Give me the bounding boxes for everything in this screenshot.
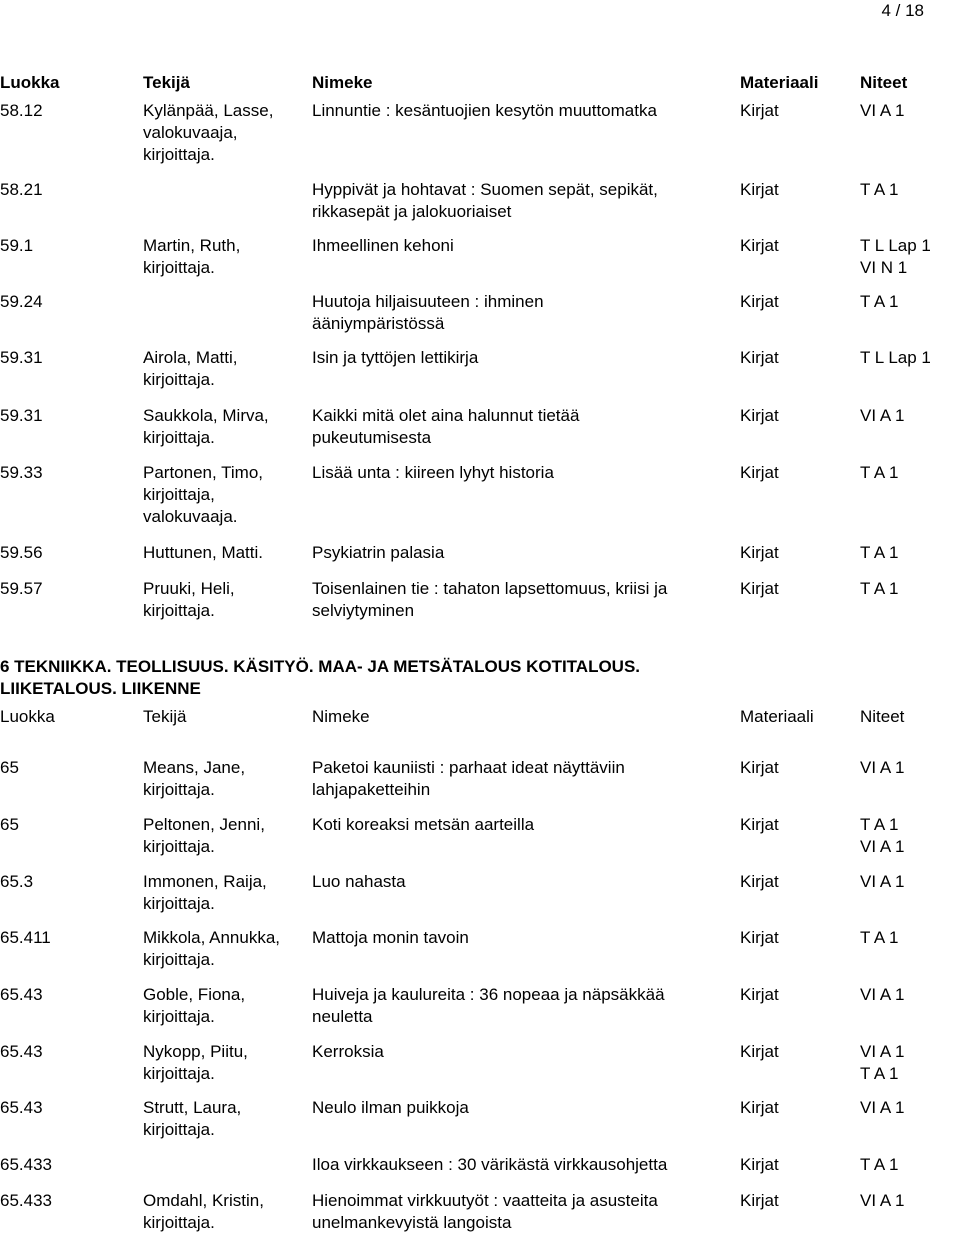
cell-materiaali: Kirjat [740, 928, 779, 947]
cell-niteet: VI A 1 [860, 1098, 905, 1117]
cell-luokka: 59.57 [0, 579, 43, 598]
cell-materiaali: Kirjat [740, 348, 779, 367]
header-luokka: Luokka [0, 707, 55, 726]
cell-luokka: 65.43 [0, 1042, 43, 1061]
section-title: 6 TEKNIIKKA. TEOLLISUUS. KÄSITYÖ. MAA- JA METSÄTALOUS KOTITALOUS. LIIKETALOUS. LIIKENNE [0, 657, 641, 698]
cell-niteet: T A 1 VI A 1 [860, 815, 905, 856]
header-materiaali: Materiaali [740, 707, 814, 726]
cell-nimeke: Kaikki mitä olet aina halunnut tietää pukeutumisesta [312, 406, 580, 447]
cell-niteet: T A 1 [860, 1155, 899, 1174]
cell-niteet: VI A 1 [860, 758, 905, 777]
cell-materiaali: Kirjat [740, 236, 779, 255]
cell-luokka: 65.411 [0, 928, 51, 947]
cell-nimeke: Neulo ilman puikkoja [312, 1098, 469, 1117]
header-tekija: Tekijä [143, 73, 190, 92]
cell-niteet: VI A 1 [860, 101, 905, 120]
cell-materiaali: Kirjat [740, 1191, 779, 1210]
cell-niteet: VI A 1 T A 1 [860, 1042, 905, 1083]
cell-luokka: 59.33 [0, 463, 43, 482]
cell-materiaali: Kirjat [740, 180, 779, 199]
cell-luokka: 59.56 [0, 543, 43, 562]
cell-tekija: Nykopp, Piitu, kirjoittaja. [143, 1042, 248, 1083]
cell-luokka: 65 [0, 815, 19, 834]
cell-nimeke: Linnuntie : kesäntuojien kesytön muuttomatka [312, 101, 657, 120]
cell-luokka: 65.43 [0, 985, 43, 1004]
cell-nimeke: Mattoja monin tavoin [312, 928, 469, 947]
cell-niteet: T L Lap 1 VI N 1 [860, 236, 931, 277]
cell-niteet: VI A 1 [860, 1191, 905, 1210]
cell-tekija: Means, Jane, kirjoittaja. [143, 758, 246, 799]
cell-niteet: T A 1 [860, 928, 899, 947]
cell-luokka: 65.43 [0, 1098, 43, 1117]
cell-materiaali: Kirjat [740, 1042, 779, 1061]
cell-luokka: 59.1 [0, 236, 34, 255]
cell-materiaali: Kirjat [740, 406, 779, 425]
header-tekija: Tekijä [143, 707, 187, 726]
cell-niteet: VI A 1 [860, 872, 905, 891]
cell-tekija: Immonen, Raija, kirjoittaja. [143, 872, 267, 913]
header-materiaali: Materiaali [740, 73, 819, 92]
cell-nimeke: Paketoi kauniisti : parhaat ideat näyttäviin lahjapaketteihin [312, 758, 625, 799]
cell-materiaali: Kirjat [740, 1098, 779, 1117]
cell-nimeke: Huutoja hiljaisuuteen : ihminen ääniympäristössä [312, 292, 544, 333]
cell-nimeke: Hienoimmat virkkuutyöt : vaatteita ja asusteita unelmankevyistä langoista [312, 1191, 658, 1232]
cell-nimeke: Ihmeellinen kehoni [312, 236, 454, 255]
cell-niteet: T A 1 [860, 292, 899, 311]
cell-niteet: VI A 1 [860, 985, 905, 1004]
cell-niteet: VI A 1 [860, 406, 905, 425]
cell-tekija: Pruuki, Heli, kirjoittaja. [143, 579, 235, 620]
cell-niteet: T A 1 [860, 543, 899, 562]
cell-nimeke: Iloa virkkaukseen : 30 värikästä virkkausohjetta [312, 1155, 668, 1174]
cell-niteet: T A 1 [860, 463, 899, 482]
header-nimeke: Nimeke [312, 707, 370, 726]
cell-materiaali: Kirjat [740, 292, 779, 311]
cell-niteet: T L Lap 1 [860, 348, 931, 367]
cell-luokka: 65 [0, 758, 19, 777]
cell-tekija: Kylänpää, Lasse, valokuvaaja, kirjoittaja. [143, 101, 274, 164]
cell-nimeke: Kerroksia [312, 1042, 384, 1061]
cell-materiaali: Kirjat [740, 985, 779, 1004]
cell-luokka: 59.31 [0, 348, 43, 367]
cell-tekija: Partonen, Timo, kirjoittaja, valokuvaaja. [143, 463, 264, 526]
header-nimeke: Nimeke [312, 73, 373, 92]
cell-tekija: Saukkola, Mirva, kirjoittaja. [143, 406, 269, 447]
cell-luokka: 65.3 [0, 872, 34, 891]
cell-materiaali: Kirjat [740, 872, 779, 891]
cell-nimeke: Isin ja tyttöjen lettikirja [312, 348, 479, 367]
cell-materiaali: Kirjat [740, 815, 779, 834]
cell-luokka: 58.12 [0, 101, 43, 120]
cell-nimeke: Psykiatrin palasia [312, 543, 445, 562]
cell-nimeke: Lisää unta : kiireen lyhyt historia [312, 463, 554, 482]
cell-niteet: T A 1 [860, 180, 899, 199]
cell-nimeke: Toisenlainen tie : tahaton lapsettomuus, kriisi ja selviytyminen [312, 579, 668, 620]
cell-luokka: 59.31 [0, 406, 43, 425]
cell-tekija: Martin, Ruth, kirjoittaja. [143, 236, 241, 277]
cell-materiaali: Kirjat [740, 758, 779, 777]
cell-niteet: T A 1 [860, 579, 899, 598]
cell-materiaali: Kirjat [740, 463, 779, 482]
cell-nimeke: Huiveja ja kaulureita : 36 nopeaa ja näpsäkkää neuletta [312, 985, 665, 1026]
cell-tekija: Omdahl, Kristin, kirjoittaja. [143, 1191, 264, 1232]
cell-tekija: Goble, Fiona, kirjoittaja. [143, 985, 246, 1026]
page-number: 4 / 18 [881, 1, 924, 20]
cell-nimeke: Hyppivät ja hohtavat : Suomen sepät, sepikät, rikkasepät ja jalokuoriaiset [312, 180, 658, 221]
cell-nimeke: Koti koreaksi metsän aarteilla [312, 815, 535, 834]
cell-tekija: Peltonen, Jenni, kirjoittaja. [143, 815, 265, 856]
cell-luokka: 65.433 [0, 1155, 52, 1174]
cell-luokka: 59.24 [0, 292, 43, 311]
cell-materiaali: Kirjat [740, 543, 779, 562]
header-niteet: Niteet [860, 707, 905, 726]
cell-luokka: 65.433 [0, 1191, 52, 1210]
header-luokka: Luokka [0, 73, 60, 92]
cell-materiaali: Kirjat [740, 101, 779, 120]
cell-tekija: Mikkola, Annukka, kirjoittaja. [143, 928, 281, 969]
cell-tekija: Strutt, Laura, kirjoittaja. [143, 1098, 242, 1139]
cell-materiaali: Kirjat [740, 1155, 779, 1174]
cell-materiaali: Kirjat [740, 579, 779, 598]
header-niteet: Niteet [860, 73, 908, 92]
cell-nimeke: Luo nahasta [312, 872, 406, 891]
cell-tekija: Airola, Matti, kirjoittaja. [143, 348, 238, 389]
cell-luokka: 58.21 [0, 180, 43, 199]
cell-tekija: Huttunen, Matti. [143, 543, 264, 562]
